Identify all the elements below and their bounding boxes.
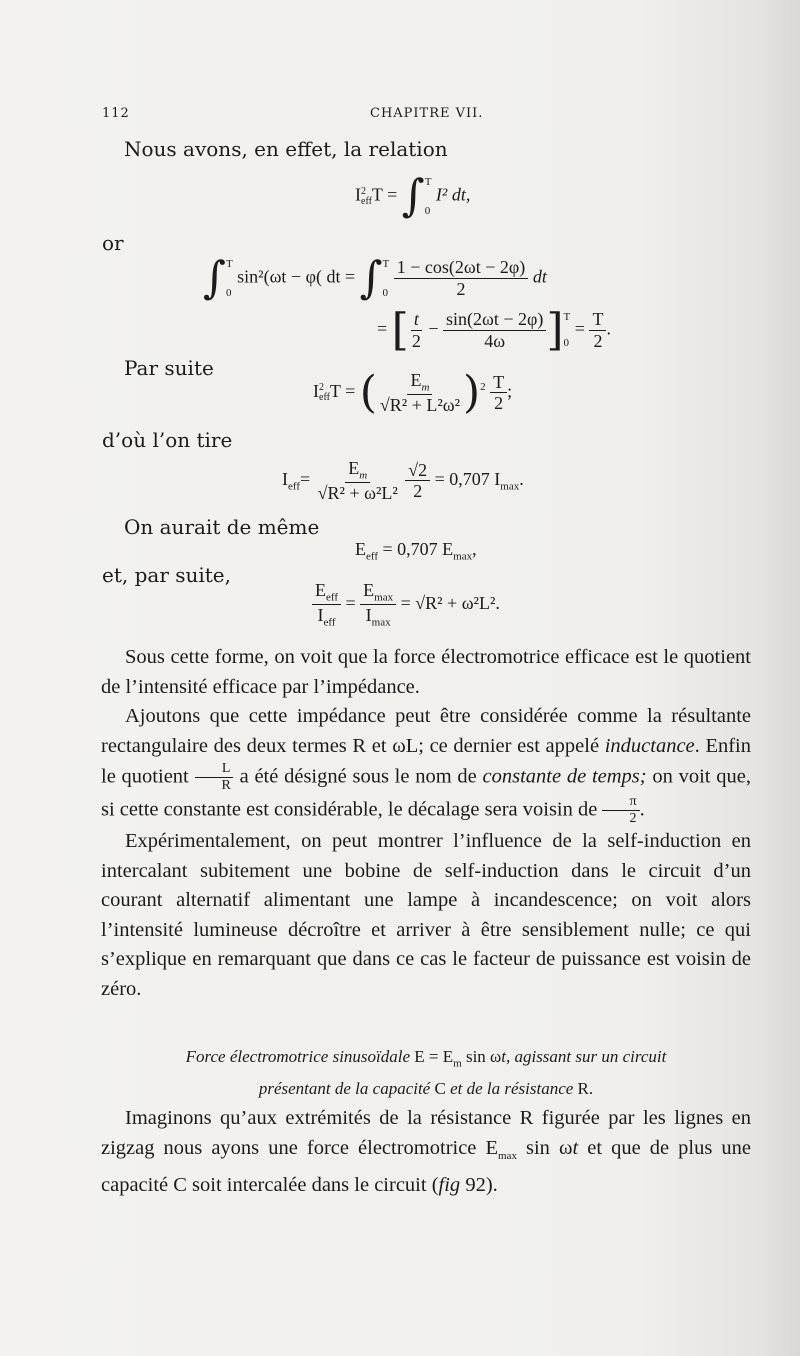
dou-line: d’où l’on tire [102,428,233,452]
paragraph-4: Imaginons qu’aux extrémités de la résistance R figurée par les lignes en zigzag nous ayons une force électromotrice $E_{max}$ sin ωt et que de plus une capacité C soit intercalée dans le circuit (fig 92). [101,1107,752,1197]
body-text-2 [101,1104,751,1201]
page-number: 112 [102,106,130,121]
equation-4: I 2 eff T = ( $\frac{E_m}{\text{√R² + L²ω²}}$ )$^2$ $\frac{T}{2}$ ; [313,366,513,418]
paragraph-3: Expérimentalement, on peut montrer l’influence de la self-induction en intercalant subitement une bobine de self-induction dans le circuit d’un courant alternatif alimentant une lampe à incandescence; on voit alors l’intensité lumineuse décroître et arriver à être sensiblement nulle; ce qui s’explique en remarquant que dans ce cas le facteur de puissance est voisin de zéro. [101,830,751,1000]
equation-6: $E_{eff} = 0,707$ $E_{max}$, [355,539,477,563]
equation-1: I 2 eff T = ∫ T 0 I² dt, [355,170,471,222]
running-head: CHAPITRE VII. [370,106,484,121]
body-text [101,643,751,1004]
intro-line: Nous avons, en effet, la relation [124,137,448,161]
equation-5: $I_{eff}=$ $\frac{E_m}{\text{√R² + ω²L²}}$ $\frac{√2}{2}$ = 0,707 $I_{max}$. [282,458,524,504]
paragraph-2: Ajoutons que cette impédance peut être considérée comme la résultante rectangulaire des deux termes R et ωL; ce dernier est appelé inductance. Enfin le quotient $\frac{L}{R}$ a été désigné sous le nom de constante de temps; on voit que, si cette constante est considérable, le décalage sera voisin de $\frac{\pi}{2}$ . [101,705,751,827]
equation-7: $\frac{E_{eff}}{I_{eff}}$ = $\frac{E_{max}}{I_{max}}$ = √R² + ω²L². [312,580,500,629]
et-par-suite-line: et, par suite, [102,563,232,587]
par-suite-line: Par suite [124,356,214,380]
aurait-line: On aurait de même [124,515,320,539]
section-heading: Force électromotrice sinusoïdale $E = E_m$ sin ωt, agissant sur un circuit présentant de la capacité C et de la résistance R. [185,1047,667,1099]
equation-2: ∫ T 0 sin²(ωt − φ( dt = ∫ T 0 $\frac{1 - \cos(2\omega t - 2\varphi)}{2}$ dt [203,252,547,304]
equation-3: = [ $\frac{t}{2}$ − $\frac{\sin(2\omega t - 2\varphi)}{4\omega}$ ] T 0 = $\frac{T}{2}$ . [377,304,611,356]
paragraph-1: Sous cette forme, on voit que la force électromotrice efficace est le quotient de l’intensité efficace par l’impédance. [101,646,751,698]
or-word: or [102,231,124,255]
